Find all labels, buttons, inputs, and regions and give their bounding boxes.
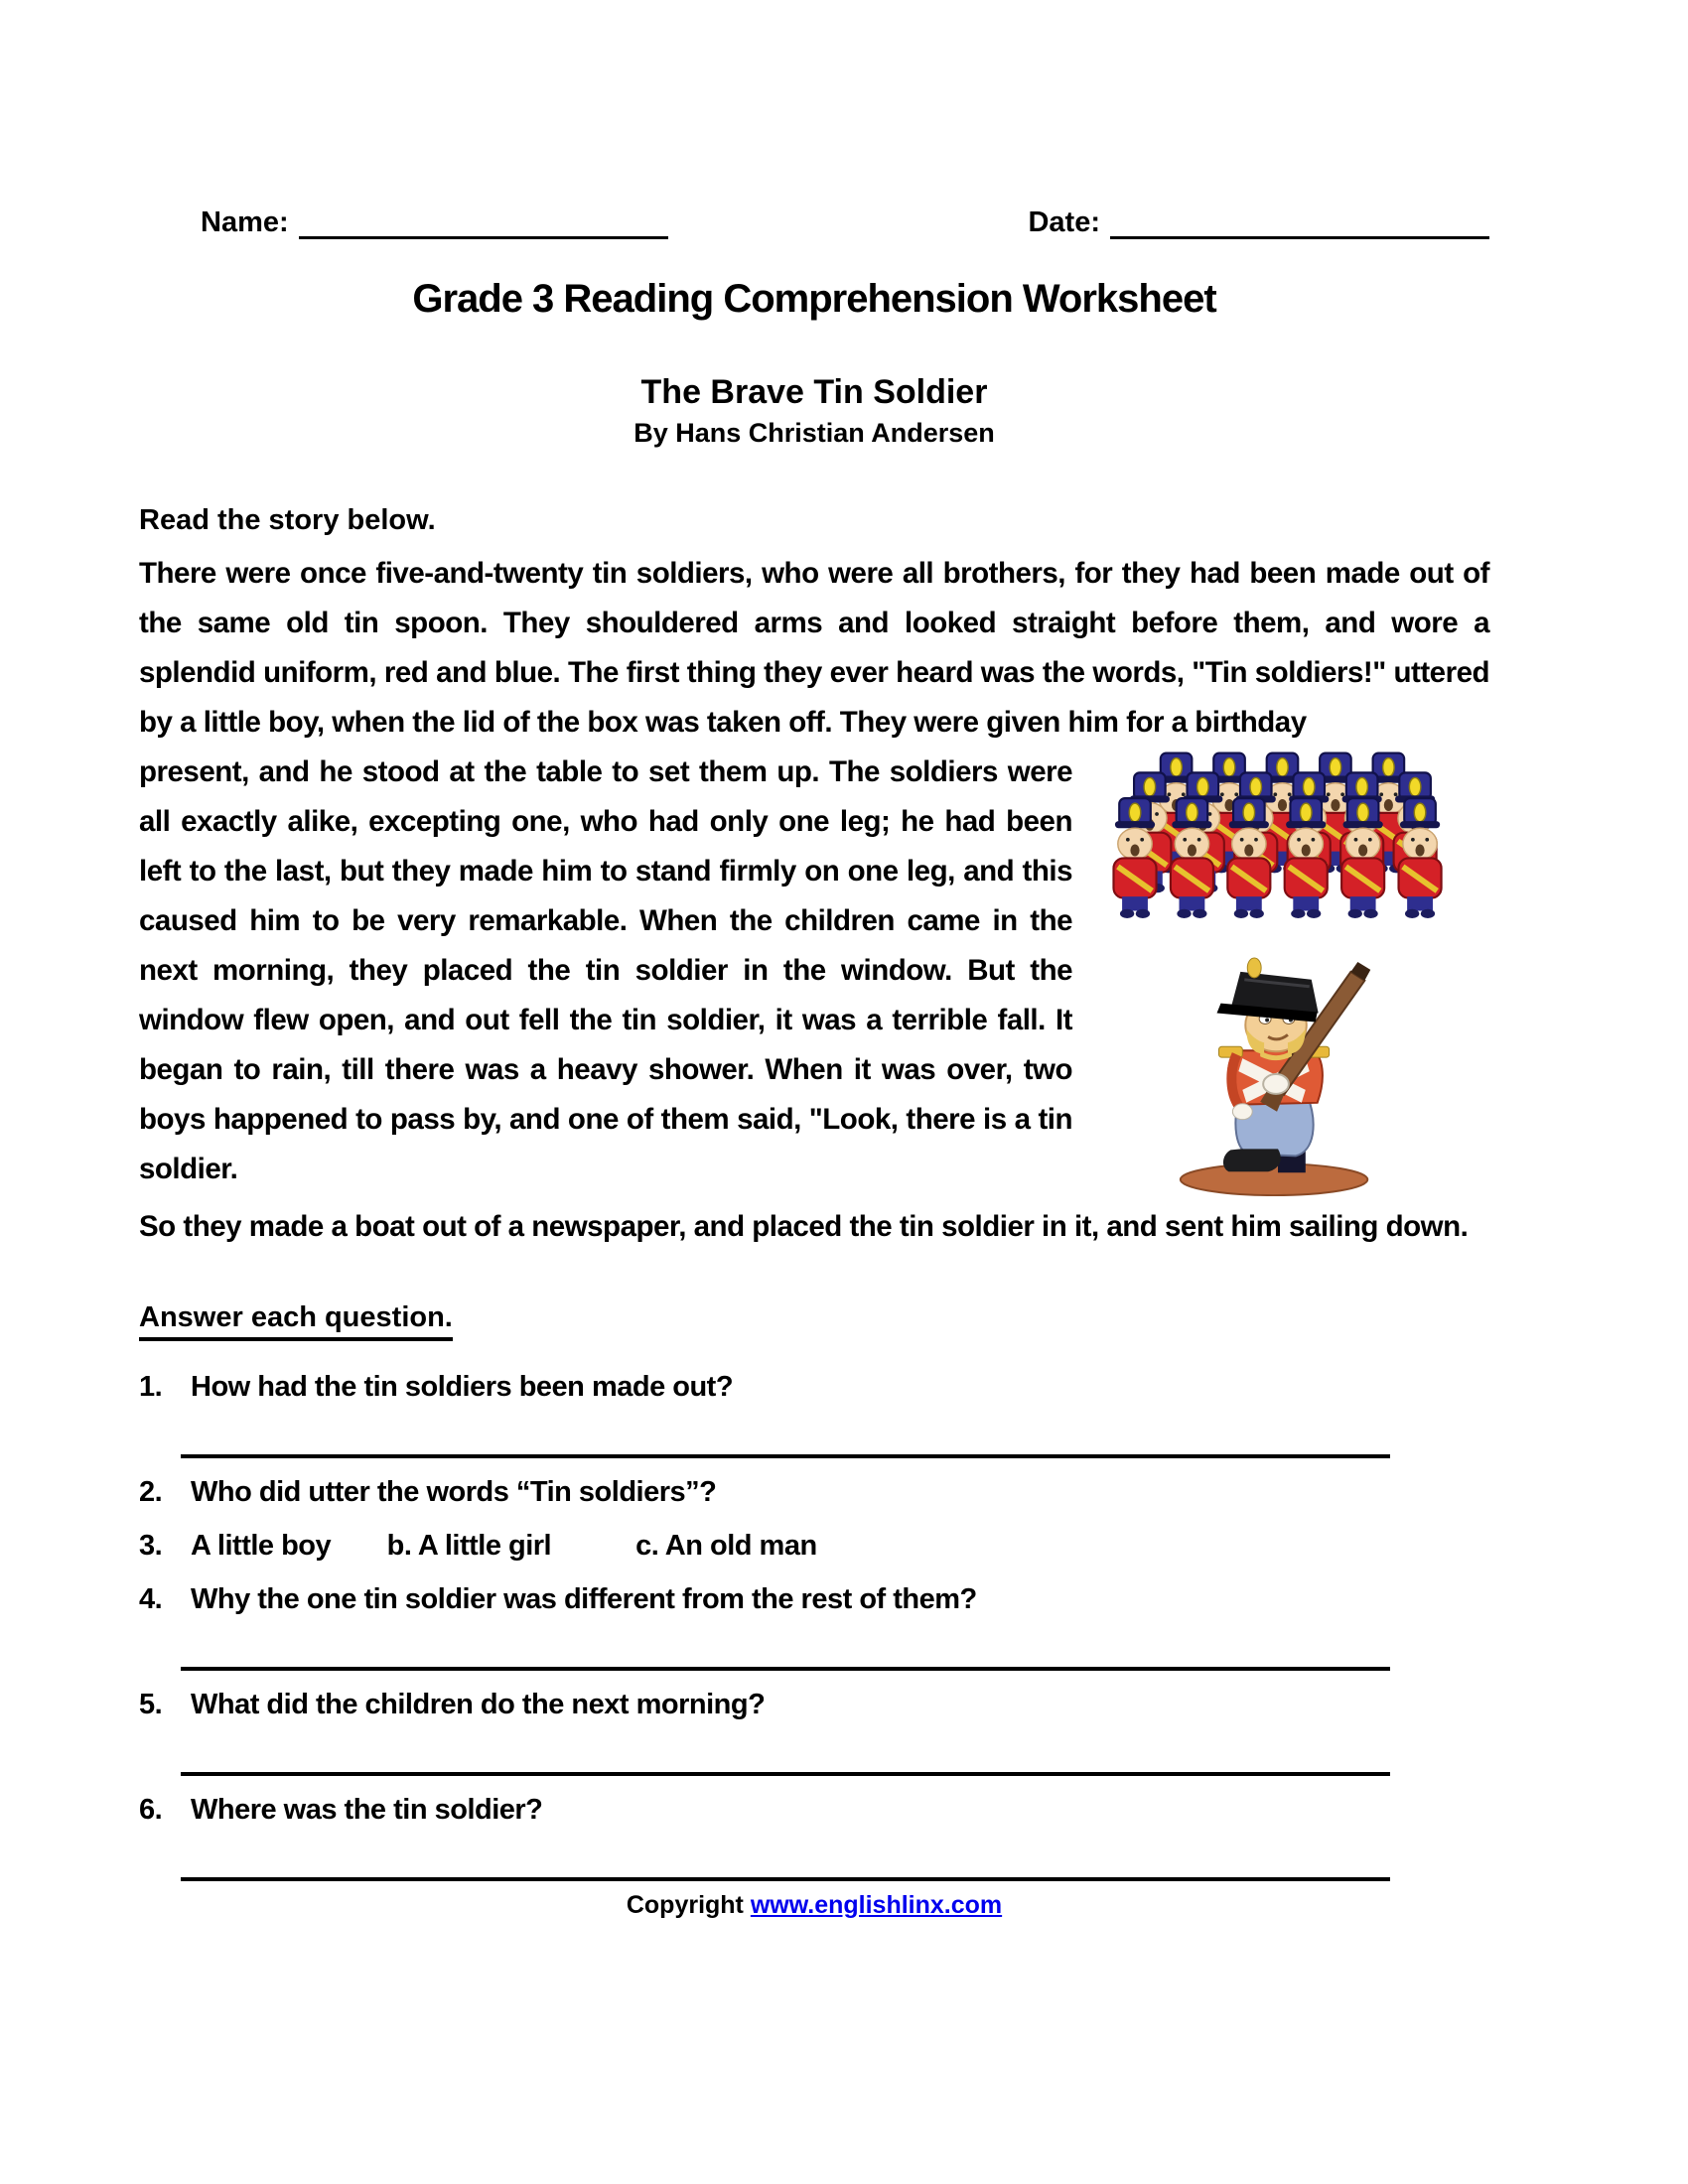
question-number: 5. — [139, 1689, 163, 1720]
question-number: 1. — [139, 1371, 163, 1403]
answer-line-5[interactable] — [181, 1772, 1390, 1776]
question-1 — [139, 1367, 1489, 1407]
question-2 — [139, 1472, 1489, 1512]
story-paragraph-top: There were once five-and-twenty tin soldiers, who were all brothers, for they had been made out of the same old tin spoon. They shouldered arms and looked straight before them, and wore a splendid uniform, red and blue. The first thing they ever heard was the words, "Tin soldiers!" uttered by a little boy, when the lid of the box was taken off. They were given him for a birthday — [139, 557, 1489, 739]
question-6 — [139, 1790, 1489, 1830]
name-blank-line[interactable] — [299, 206, 668, 239]
question-text: What did the children do the next morning? — [191, 1689, 766, 1720]
question-text: Where was the tin soldier? — [191, 1794, 543, 1826]
story-byline: By Hans Christian Andersen — [633, 418, 995, 448]
question-text: How had the tin soldiers been made out? — [191, 1371, 734, 1403]
name-date-row — [139, 206, 1489, 239]
question-3-choices — [139, 1526, 1489, 1566]
name-label: Name: — [201, 206, 289, 238]
name-field-group — [201, 206, 668, 239]
answer-line-6[interactable] — [181, 1877, 1390, 1881]
answer-line-1[interactable] — [181, 1454, 1390, 1458]
choices-text: A little boy b. A little girl c. An old man — [191, 1530, 817, 1562]
story-illustrations — [1072, 748, 1489, 1202]
question-4 — [139, 1579, 1489, 1619]
date-label: Date: — [1028, 206, 1100, 238]
story-paragraph-bottom: So they made a boat out of a newspaper, and placed the tin soldier in it, and sent him sailing down. — [139, 1210, 1469, 1243]
story-paragraph-middle: present, and he stood at the table to set them up. The soldiers were all exactly alike, excepting one, who had only one leg; he had been left to the last, but they made him to stand firmly on one leg, and this caused him to be very remarkable. When the children came in the next morning, they placed the tin soldier in the window. But the window flew open, and out fell the tin soldier, it was a terrible fall. It began to rain, till there was a heavy shower. When it was over, two boys happened to pass by, and one of them said, "Look, there is a tin soldier. — [139, 755, 1072, 1185]
copyright-label: Copyright — [626, 1891, 751, 1919]
read-instruction: Read the story below. — [139, 504, 436, 536]
questions-heading: Answer each question. — [139, 1301, 1489, 1341]
question-number: 3. — [139, 1530, 163, 1562]
question-5 — [139, 1685, 1489, 1724]
tin-soldier-illustration — [1158, 956, 1404, 1202]
question-text: Why the one tin soldier was different from the rest of them? — [191, 1583, 977, 1615]
question-number: 4. — [139, 1583, 163, 1615]
story-middle-section — [139, 748, 1489, 1202]
tin-soldiers-group-illustration — [1106, 751, 1456, 944]
page-title: Grade 3 Reading Comprehension Worksheet — [412, 277, 1216, 321]
answer-line-4[interactable] — [181, 1667, 1390, 1671]
story-title: The Brave Tin Soldier — [640, 373, 988, 411]
question-text: Who did utter the words “Tin soldiers”? — [191, 1476, 717, 1508]
copyright-footer — [139, 1891, 1489, 1920]
question-number: 2. — [139, 1476, 163, 1508]
date-blank-line[interactable] — [1110, 206, 1489, 239]
question-number: 6. — [139, 1794, 163, 1826]
date-field-group — [1028, 206, 1489, 239]
englishlinx-link[interactable]: www.englishlinx.com — [750, 1891, 1003, 1919]
